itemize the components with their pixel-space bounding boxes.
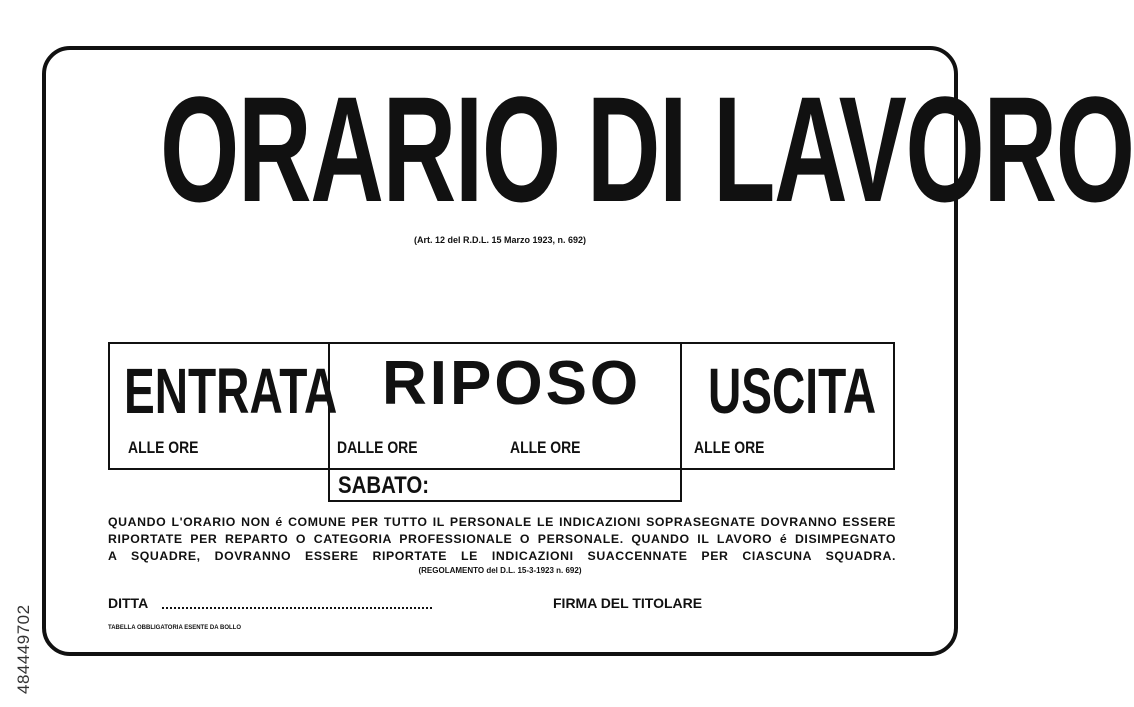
riposo-to-label: ALLE ORE xyxy=(510,438,581,457)
signature-label: FIRMA DEL TITOLARE xyxy=(553,595,703,611)
stock-id-watermark xyxy=(14,464,32,694)
instructions-note xyxy=(108,514,896,565)
entrata-time-label: ALLE ORE xyxy=(128,438,199,457)
entrata-heading: ENTRATA xyxy=(124,355,338,427)
riposo-heading: RIPOSO xyxy=(382,349,642,418)
stamp-exemption-note: TABELLA OBBLIGATORIA ESENTE DA BOLLO xyxy=(108,625,241,631)
uscita-time-label: ALLE ORE xyxy=(694,438,765,457)
note-line: QUANDO L'ORARIO NON é COMUNE PER TUTTO IL PERSONALE LE INDICAZIONI SOPRASEGNATE DOVRANNO ESSERE xyxy=(108,515,896,529)
note-line: A SQUADRE, DOVRANNO ESSERE RIPORTATE LE INDICAZIONI SUACCENNATE PER CIASCUNA SQUADRA. xyxy=(108,549,896,563)
regulation-reference: (REGOLAMENTO del D.L. 15-3-1923 n. 692) xyxy=(418,566,582,575)
riposo-cell xyxy=(330,344,682,468)
ditta-label: DITTA xyxy=(108,595,149,611)
ditta-fill-line xyxy=(162,607,432,609)
uscita-heading: USCITA xyxy=(708,355,877,427)
sabato-cell xyxy=(328,468,682,502)
sabato-label: SABATO: xyxy=(338,472,430,499)
uscita-cell xyxy=(682,344,893,468)
note-line: RIPORTATE PER REPARTO O CATEGORIA PROFESSIONALE O PERSONALE. QUANDO IL LAVORO é DISIMPEGNATO xyxy=(108,532,896,546)
stock-id-text: 484449702 xyxy=(14,604,33,694)
entrata-cell xyxy=(110,344,338,468)
legal-reference: (Art. 12 del R.D.L. 15 Marzo 1923, n. 692) xyxy=(413,235,587,245)
riposo-from-label: DALLE ORE xyxy=(337,438,418,457)
schedule-table xyxy=(108,342,895,470)
page-title: ORARIO DI LAVORO xyxy=(160,65,1134,233)
